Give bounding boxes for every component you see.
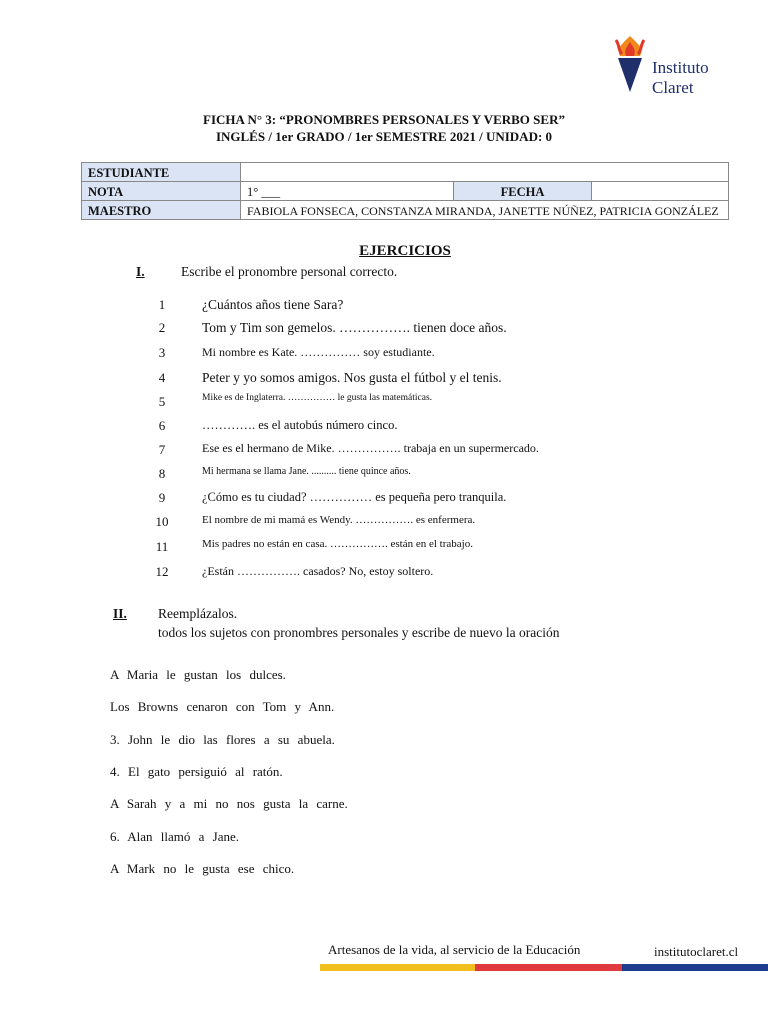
sentence-3: 3. John le dio las flores a su abuela. <box>110 732 335 747</box>
footer-motto: Artesanos de la vida, al servicio de la Educación <box>328 942 581 957</box>
exercise-5-text: Mike es de Inglaterra. …………… le gusta las matemáticas. <box>202 393 433 403</box>
section2-instruction-detail: todos los sujetos con pronombres personales y escribe de nuevo la oración <box>158 625 560 640</box>
institute-logo <box>612 34 762 104</box>
exercise-10-number: 10 <box>155 514 169 529</box>
student-row <box>82 163 729 182</box>
exercise-7-text: Ese es el hermano de Mike. ……………. trabaja en un supermercado. <box>202 441 539 455</box>
exercise-3-text: Mi nombre es Kate. …………… soy estudiante. <box>202 345 435 359</box>
exercise-3-number: 3 <box>158 345 166 360</box>
exercise-9-text: ¿Cómo es tu ciudad? …………… es pequeña pero tranquila. <box>202 490 507 504</box>
exercise-10-text: El nombre de mi mamá es Wendy. ……………. es enfermera. <box>202 514 476 526</box>
torch-icon <box>612 34 648 96</box>
section2-instruction: Reemplázalos. <box>158 606 238 621</box>
grade-row <box>82 182 729 201</box>
exercise-4-number: 4 <box>158 370 166 385</box>
grade-label: NOTA <box>82 182 241 201</box>
student-field[interactable] <box>241 163 729 182</box>
student-label: ESTUDIANTE <box>82 163 241 182</box>
logo-text-line1: Instituto <box>652 58 709 77</box>
exercise-4-text: Peter y yo somos amigos. Nos gusta el fútbol y el tenis. <box>202 370 502 385</box>
exercises-title: EJERCICIOS <box>359 243 451 259</box>
teacher-row <box>82 201 729 220</box>
section1-instruction: Escribe el pronombre personal correcto. <box>181 264 398 279</box>
footer-bar-blue <box>622 964 768 971</box>
grade-field[interactable]: 1° ___ <box>241 182 454 201</box>
footer-url[interactable]: institutoclaret.cl <box>654 944 739 959</box>
sentence-5: A Sarah y a mi no nos gusta la carne. <box>110 796 348 811</box>
footer-bar-yellow <box>320 964 475 971</box>
exercise-7-number: 7 <box>158 442 166 457</box>
exercise-2-number: 2 <box>158 320 166 335</box>
exercise-2-text: Tom y Tim son gemelos. ……………. tienen doce años. <box>202 320 507 335</box>
exercise-12-number: 12 <box>155 564 169 579</box>
exercise-11-number: 11 <box>155 539 169 554</box>
exercise-6-text: …………. es el autobús número cinco. <box>202 418 398 432</box>
exercise-12-text: ¿Están ……………. casados? No, estoy soltero. <box>202 564 434 578</box>
footer-bar-red <box>475 964 622 971</box>
section2-number: II. <box>113 606 127 621</box>
sentence-2: Los Browns cenaron con Tom y Ann. <box>110 699 335 714</box>
exercise-9-number: 9 <box>158 490 166 505</box>
teacher-value: FABIOLA FONSECA, CONSTANZA MIRANDA, JANETTE NÚÑEZ, PATRICIA GONZÁLEZ <box>241 201 729 220</box>
section1-number: I. <box>136 264 145 279</box>
exercise-8-number: 8 <box>158 466 166 481</box>
exercise-1-number: 1 <box>158 297 166 312</box>
sentence-6: 6. Alan llamó a Jane. <box>110 829 240 844</box>
worksheet-subtitle: INGLÉS / 1er GRADO / 1er SEMESTRE 2021 / UNIDAD: 0 <box>215 129 553 144</box>
date-field[interactable] <box>592 182 729 201</box>
teacher-label: MAESTRO <box>82 201 241 220</box>
student-info-table <box>81 162 729 220</box>
exercise-11-text: Mis padres no están en casa. ……………. están en el trabajo. <box>202 538 473 550</box>
date-label: FECHA <box>454 182 592 201</box>
sentence-1: A Maria le gustan los dulces. <box>110 667 286 682</box>
exercise-1-text: ¿Cuántos años tiene Sara? <box>202 297 344 312</box>
exercise-8-text: Mi hermana se llama Jane. .......... tiene quince años. <box>202 466 411 477</box>
logo-text-line2: Claret <box>652 78 694 97</box>
exercise-6-number: 6 <box>158 418 166 433</box>
sentence-4: 4. El gato persiguió al ratón. <box>110 764 283 779</box>
sentence-7: A Mark no le gusta ese chico. <box>110 861 295 876</box>
exercise-5-number: 5 <box>158 394 166 409</box>
worksheet-title: FICHA N° 3: “PRONOMBRES PERSONALES Y VERBO SER” <box>203 112 565 127</box>
